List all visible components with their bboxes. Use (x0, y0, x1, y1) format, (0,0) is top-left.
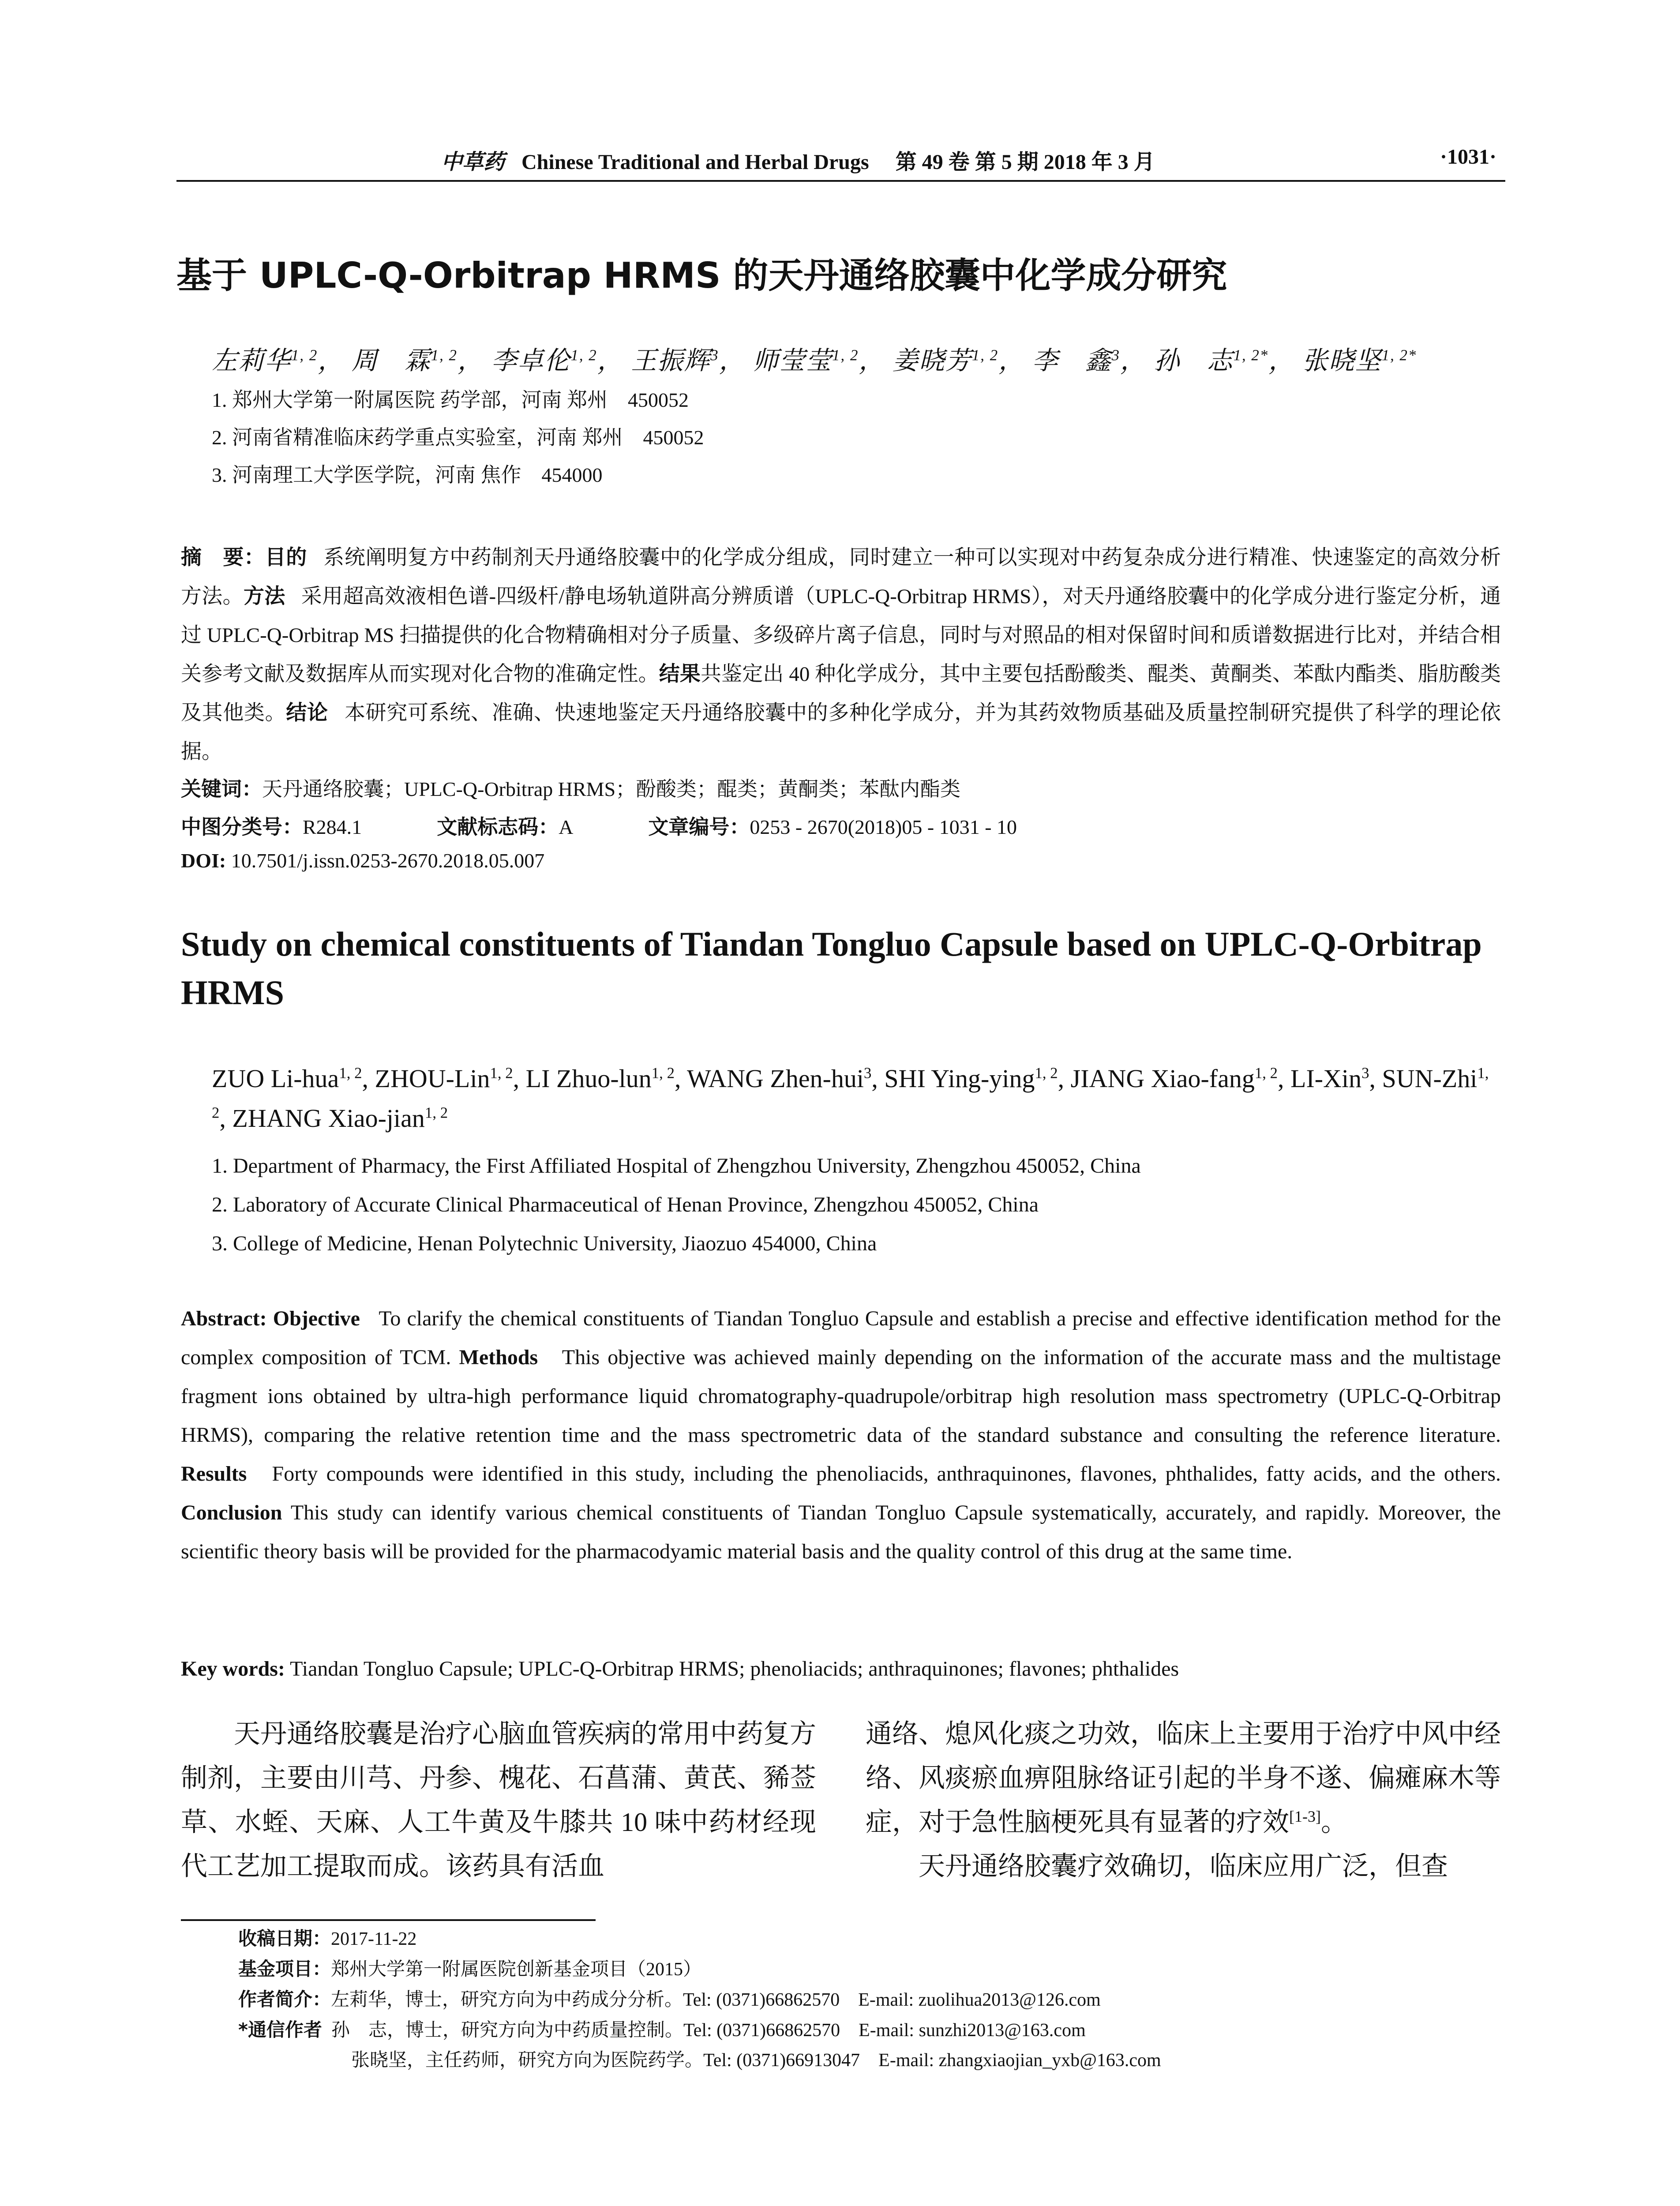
journal-issue: 第 49 卷 第 5 期 2018 年 3 月 (895, 150, 1155, 174)
footnotes (238, 1924, 1500, 2075)
author-cn: 周 霖$^{1, 2}$ (351, 346, 458, 375)
author-cn: 李卓伦$^{1, 2}$ (491, 346, 597, 375)
abstract-en: Abstract: Objective To clarify the chemical constituents of Tiandan Tongluo Capsule and establish a precise and effective identification method for the complex composition of TCM. Methods This objective was achieved mainly depending on the information of the accurate mass and the multistage fragment ions obtained by ultra-high performance liquid chromatography-quadrupole/orbitrap high resolution mass spectrometry (UPLC-Q-Orbitrap HRMS), comparing the relative retention time and the mass spectrometric data of the standard substance and consulting the reference literature. Results Forty compounds were identified in this study, including the phenoliacids, anthraquinones, flavones, phthalides, fatty acids, and the others. Conclusion This study can identify various chemical constituents of Tiandan Tongluo Capsule systematically, accurately, and rapidly. Moreover, the scientific theory basis will be provided for the pharmacodyamic material basis and the quality control of this drug at the same time. (181, 1307, 1501, 1563)
author-en: JIANG Xiao-fang$^{1, 2}$ (1070, 1064, 1278, 1093)
classification-line: 中图分类号：R284.1 文献标志码：A 文章编号：0253 - 2670(2018)05 - 1031 - 10 (181, 815, 1017, 839)
footnote-corresponding-2: 张晓坚，主任药师，研究方向为医院药学。Tel: (0371)66913047 E-mail: zhangxiaojian_yxb@163.com (351, 2050, 1161, 2071)
article-title-cn: 基于 UPLC-Q-Orbitrap HRMS 的天丹通络胶囊中化学成分研究 (176, 255, 1227, 296)
author-en: ZHANG Xiao-jian$^{1, 2}$ (232, 1104, 448, 1133)
author-cn: 李 鑫$^3$ (1032, 346, 1121, 375)
abstract-cn: 摘 要：目的 系统阐明复方中药制剂天丹通络胶囊中的化学成分组成，同时建立一种可以实现对中药复杂成分进行精准、快速鉴定的高效分析方法。方法 采用超高效液相色谱-四级杆/静电场轨道阱高分辨质谱（UPLC-Q-Orbitrap HRMS），对天丹通络胶囊中的化学成分进行鉴定分析，通过 UPLC-Q-Orbitrap MS 扫描提供的化合物精确相对分子质量、多级碎片离子信息，同时与对照品的相对保留时间和质谱数据进行比对，并结合相关参考文献及数据库从而实现对化合物的准确定性。结果共鉴定出 40 种化学成分，其中主要包括酚酸类、醌类、黄酮类、苯酞内酯类、脂肪酸类及其他类。结论 本研究可系统、准确、快速地鉴定天丹通络胶囊中的多种化学成分，并为其药效物质基础及质量控制研究提供了科学的理论依据。 (181, 545, 1501, 763)
author-cn: 姜晓芳$^{1, 2}$ (892, 346, 999, 375)
body-paragraph: 天丹通络胶囊疗效确切，临床应用广泛，但查 (919, 1852, 1448, 1881)
affiliation-en: 1. Department of Pharmacy, the First Affiliated Hospital of Zhengzhou University, Zhengzhou 450052, China (212, 1154, 1141, 1178)
author-cn: 张晓坚$^{1, 2*}$ (1302, 346, 1417, 375)
footnote-received: 收稿日期：2017-11-22 (238, 1928, 417, 1949)
body-paragraph: 天丹通络胶囊是治疗心脑血管疾病的常用中药复方制剂，主要由川芎、丹参、槐花、石菖蒲、黄芪、豨莶草、水蛭、天麻、人工牛黄及牛膝共 10 味中药材经现代工艺加工提取而成。该药具有活血 (181, 1719, 816, 1881)
keywords-cn: 关键词：天丹通络胶囊；UPLC-Q-Orbitrap HRMS；酚酸类；醌类；黄酮类；苯酞内酯类 (181, 777, 961, 801)
body-column-right (866, 1712, 1501, 1888)
author-en: LI Zhuo-lun$^{1, 2}$ (525, 1064, 675, 1093)
body-column-left (181, 1712, 816, 1888)
author-en: LI-Xin$^3$ (1290, 1064, 1369, 1093)
author-cn: 孙 志$^{1, 2*}$ (1154, 346, 1269, 375)
author-en: SUN-Zhi$^{1, 2}$ (212, 1064, 1489, 1122)
body-paragraph: 通络、熄风化痰之功效，临床上主要用于治疗中风中经络、风痰瘀血痹阻脉络证引起的半身不遂、偏瘫麻木等症，对于急性脑梗死具有显著的疗效[1-3]。 (866, 1719, 1501, 1837)
author-list-cn: 左莉华$^{1, 2}$， 周 霖$^{1, 2}$， 李卓伦$^{1, 2}$， 王振辉$^3$， 师莹莹$^{1, 2}$， 姜晓芳$^{1, 2}$， 李 鑫$^3$， 孙 志$^{1, 2*}$， 张晓坚$^{1, 2*}$ (212, 346, 1417, 375)
author-en: WANG Zhen-hui$^3$ (686, 1064, 872, 1093)
header-journal-info (441, 145, 1155, 175)
affiliation-cn: 1. 郑州大学第一附属医院 药学部，河南 郑州 450052 (212, 389, 689, 411)
author-en: ZHOU-Lin$^{1, 2}$ (375, 1064, 513, 1093)
footnote-fund: 基金项目：郑州大学第一附属医院创新基金项目（2015） (238, 1958, 702, 1980)
author-cn: 王振辉$^3$ (631, 346, 719, 375)
journal-name: Chinese Traditional and Herbal Drugs (521, 150, 869, 174)
abstract-label-en: Abstract: (181, 1307, 267, 1330)
affiliation-en: 2. Laboratory of Accurate Clinical Pharmaceutical of Henan Province, Zhengzhou 450052, China (212, 1193, 1039, 1216)
author-en: ZUO Li-hua$^{1, 2}$ (212, 1064, 362, 1093)
author-cn: 左莉华$^{1, 2}$ (212, 346, 318, 375)
citation: [1-3] (1289, 1808, 1321, 1825)
author-cn: 师莹莹$^{1, 2}$ (753, 346, 859, 375)
journal-logo: 中草药 (441, 150, 505, 174)
abstract-label-cn: 摘 要： (181, 545, 265, 570)
author-list-en: ZUO Li-hua$^{1, 2}$, ZHOU-Lin$^{1, 2}$, LI Zhuo-lun$^{1, 2}$, WANG Zhen-hui$^3$, SHI Ying-ying$^{1, 2}$, JIANG Xiao-fang$^{1, 2}$, LI-Xin$^3$, SUN-Zhi$^{1, 2}$, ZHANG Xiao-jian$^{1, 2}$ (212, 1064, 1489, 1133)
article-title-en: Study on chemical constituents of Tiandan Tongluo Capsule based on UPLC-Q-Orbitrap HRMS (181, 925, 1482, 1012)
author-en: SHI Ying-ying$^{1, 2}$ (884, 1064, 1058, 1093)
affiliation-en: 3. College of Medicine, Henan Polytechnic University, Jiaozuo 454000, China (212, 1232, 877, 1255)
page-number: ·1031· (1440, 145, 1496, 169)
keywords-en: Key words: Tiandan Tongluo Capsule; UPLC-Q-Orbitrap HRMS; phenoliacids; anthraquinones; flavones; phthalides (181, 1657, 1179, 1681)
footnote-divider (181, 1919, 596, 1921)
affiliation-cn: 3. 河南理工大学医学院，河南 焦作 454000 (212, 464, 603, 486)
footnote-author: 作者简介：左莉华，博士，研究方向为中药成分分析。Tel: (0371)66862570 E-mail: zuolihua2013@126.com (238, 1988, 1101, 2010)
affiliation-cn: 2. 河南省精准临床药学重点实验室，河南 郑州 450052 (212, 426, 704, 449)
running-header (176, 140, 1505, 182)
doi-line: DOI: 10.7501/j.issn.0253-2670.2018.05.007 (181, 849, 545, 872)
footnote-corresponding: *通信作者 孙 志，博士，研究方向为中药质量控制。Tel: (0371)66862570 E-mail: sunzhi2013@163.com (238, 2019, 1086, 2041)
